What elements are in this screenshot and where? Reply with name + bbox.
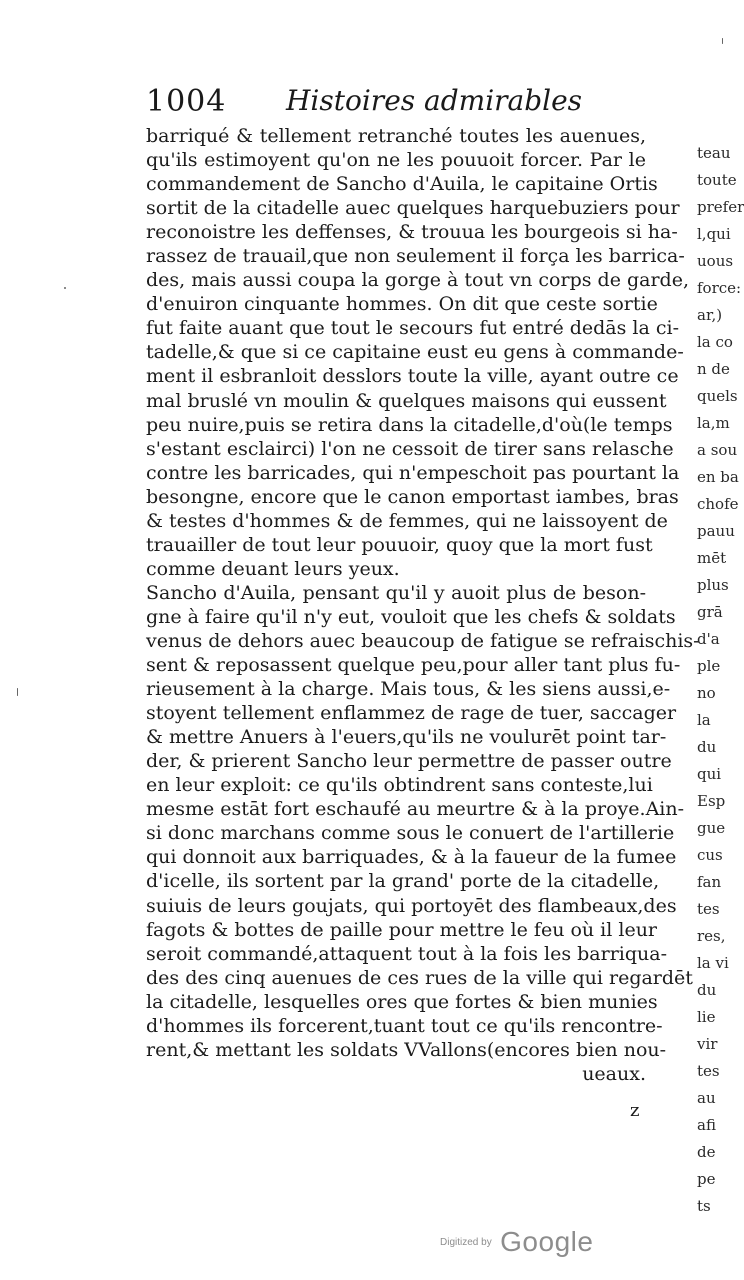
text-line: sortit de la citadelle auec quelques harquebuziers pour	[146, 197, 680, 220]
margin-fragment: res,	[697, 927, 726, 945]
text-line: la citadelle, lesquelles ores que fortes & bien munies	[146, 990, 658, 1013]
text-line: & testes d'hommes & de femmes, qui ne laissoyent de	[146, 509, 668, 532]
text-line: des des cinq auenues de ces rues de la ville qui regardēt	[146, 966, 693, 989]
text-line: ueaux.	[582, 1062, 646, 1085]
ink-speck	[17, 688, 18, 696]
text-line: ment il esbranloit desslors toute la ville, ayant outre ce	[146, 365, 679, 388]
text-line: Sancho d'Auila, pensant qu'il y auoit plus de beson-	[146, 581, 646, 604]
margin-fragment: afi	[697, 1116, 716, 1134]
margin-fragment: cus	[697, 846, 723, 864]
margin-fragment: ts	[697, 1197, 711, 1215]
ink-speck	[64, 287, 66, 289]
text-line: qui donnoit aux barriquades, & à la faueur de la fumee	[146, 846, 677, 869]
text-line: fagots & bottes de paille pour mettre le feu où il leur	[146, 918, 658, 941]
margin-fragment: la vi	[697, 954, 729, 972]
margin-fragment: fan	[697, 873, 722, 891]
margin-fragment: toute	[697, 171, 737, 189]
margin-fragment: Esp	[697, 792, 726, 810]
digitized-label: Digitized by	[440, 1236, 492, 1248]
text-line: stoyent tellement enflammez de rage de tuer, saccager	[146, 702, 677, 725]
text-line: rassez de trauail,que non seulement il força les barrica-	[146, 245, 685, 268]
margin-fragment: du	[697, 738, 717, 756]
digitized-footer	[440, 1226, 593, 1258]
text-line: peu nuire,puis se retira dans la citadelle,d'où(le temps	[146, 413, 673, 436]
margin-fragment: chofe	[697, 495, 739, 513]
margin-fragment: a sou	[697, 441, 738, 459]
margin-fragment: de	[697, 1143, 716, 1161]
text-line: s'estant esclairci) l'on ne cessoit de tirer sans relasche	[146, 437, 674, 460]
body-text	[146, 124, 700, 1086]
google-logo: Google	[500, 1226, 594, 1257]
margin-fragment: tes	[697, 900, 720, 918]
ink-speck	[722, 38, 723, 44]
running-title: Histoires admirables	[286, 84, 583, 117]
text-line: si donc marchans comme sous le conuert de l'artillerie	[146, 822, 675, 845]
margin-fragment: n de	[697, 360, 730, 378]
margin-fragment: mēt	[697, 549, 727, 567]
margin-fragment: en ba	[697, 468, 739, 486]
text-line: reconoistre les deffenses, & trouua les bourgeois si ha-	[146, 221, 678, 244]
margin-fragment: ar,)	[697, 306, 723, 324]
text-line: d'hommes ils forcerent,tuant tout ce qu'ils rencontre-	[146, 1014, 663, 1037]
text-line: qu'ils estimoyent qu'on ne les pouuoit forcer. Par le	[146, 149, 646, 172]
margin-fragment: teau	[697, 144, 731, 162]
margin-fragment: gue	[697, 819, 726, 837]
text-line: seroit commandé,attaquent tout à la fois les barriqua-	[146, 942, 667, 965]
text-line: contre les barricades, qui n'empeschoit pas pourtant la	[146, 461, 680, 484]
text-line: gne à faire qu'il n'y eut, vouloit que les chefs & soldats	[146, 605, 676, 628]
text-line: d'enuiron cinquante hommes. On dit que ceste sortie	[146, 293, 658, 316]
text-line: commandement de Sancho d'Auila, le capitaine Ortis	[146, 173, 658, 196]
text-line: mesme estāt fort eschaufé au meurtre & à la proye.Ain-	[146, 798, 685, 821]
margin-fragment: d'a	[697, 630, 720, 648]
text-line: barriqué & tellement retranché toutes les auenues,	[146, 125, 646, 147]
text-line: der, & prierent Sancho leur permettre de passer outre	[146, 750, 672, 773]
text-line: en leur exploit: ce qu'ils obtindrent sans conteste,lui	[146, 774, 653, 797]
text-line: suiuis de leurs goujats, qui portoyēt des flambeaux,des	[146, 894, 677, 917]
text-line: besongne, encore que le canon emportast iambes, bras	[146, 485, 679, 508]
text-line: trauailler de tout leur pouuoir, quoy que la mort fust	[146, 533, 653, 556]
text-line: venus de dehors auec beaucoup de fatigue se refraischis-	[146, 629, 700, 652]
margin-fragment: du	[697, 981, 717, 999]
margin-fragment: prefer	[697, 198, 744, 216]
margin-fragment: pe	[697, 1170, 716, 1188]
margin-fragment: la	[697, 711, 711, 729]
signature-mark: z	[630, 1100, 640, 1121]
page-number: 1004	[146, 84, 227, 119]
text-line: tadelle,& que si ce capitaine eust eu gens à commande-	[146, 341, 684, 364]
margin-fragment: au	[697, 1089, 716, 1107]
text-line: fut faite auant que tout le secours fut entré dedās la ci-	[146, 317, 680, 340]
page-header	[146, 84, 646, 124]
margin-fragments-column	[697, 140, 744, 1220]
margin-fragment: grā	[697, 603, 723, 621]
margin-fragment: force:	[697, 279, 742, 297]
margin-fragment: vir	[697, 1035, 718, 1053]
margin-fragment: la co	[697, 333, 733, 351]
text-line: & mettre Anuers à l'euers,qu'ils ne voulurēt point tar-	[146, 726, 667, 749]
margin-fragment: ple	[697, 657, 721, 675]
text-line: des, mais aussi coupa la gorge à tout vn corps de garde,	[146, 269, 689, 292]
margin-fragment: lie	[697, 1008, 716, 1026]
text-line: sent & reposassent quelque peu,pour aller tant plus fu-	[146, 654, 681, 677]
text-line: mal bruslé vn moulin & quelques maisons qui eussent	[146, 389, 667, 412]
margin-fragment: pauu	[697, 522, 735, 540]
margin-fragment: l,qui	[697, 225, 731, 243]
text-line: rieusement à la charge. Mais tous, & les siens aussi,e-	[146, 678, 671, 701]
margin-fragment: no	[697, 684, 716, 702]
margin-fragment: quels	[697, 387, 738, 405]
margin-fragment: uous	[697, 252, 734, 270]
margin-fragment: plus	[697, 576, 729, 594]
text-line: d'icelle, ils sortent par la grand' porte de la citadelle,	[146, 870, 660, 893]
margin-fragment: qui	[697, 765, 722, 783]
margin-fragment: tes	[697, 1062, 720, 1080]
text-line: comme deuant leurs yeux.	[146, 557, 400, 580]
margin-fragment: la,m	[697, 414, 730, 432]
text-line: rent,& mettant les soldats VVallons(encores bien nou-	[146, 1038, 667, 1061]
